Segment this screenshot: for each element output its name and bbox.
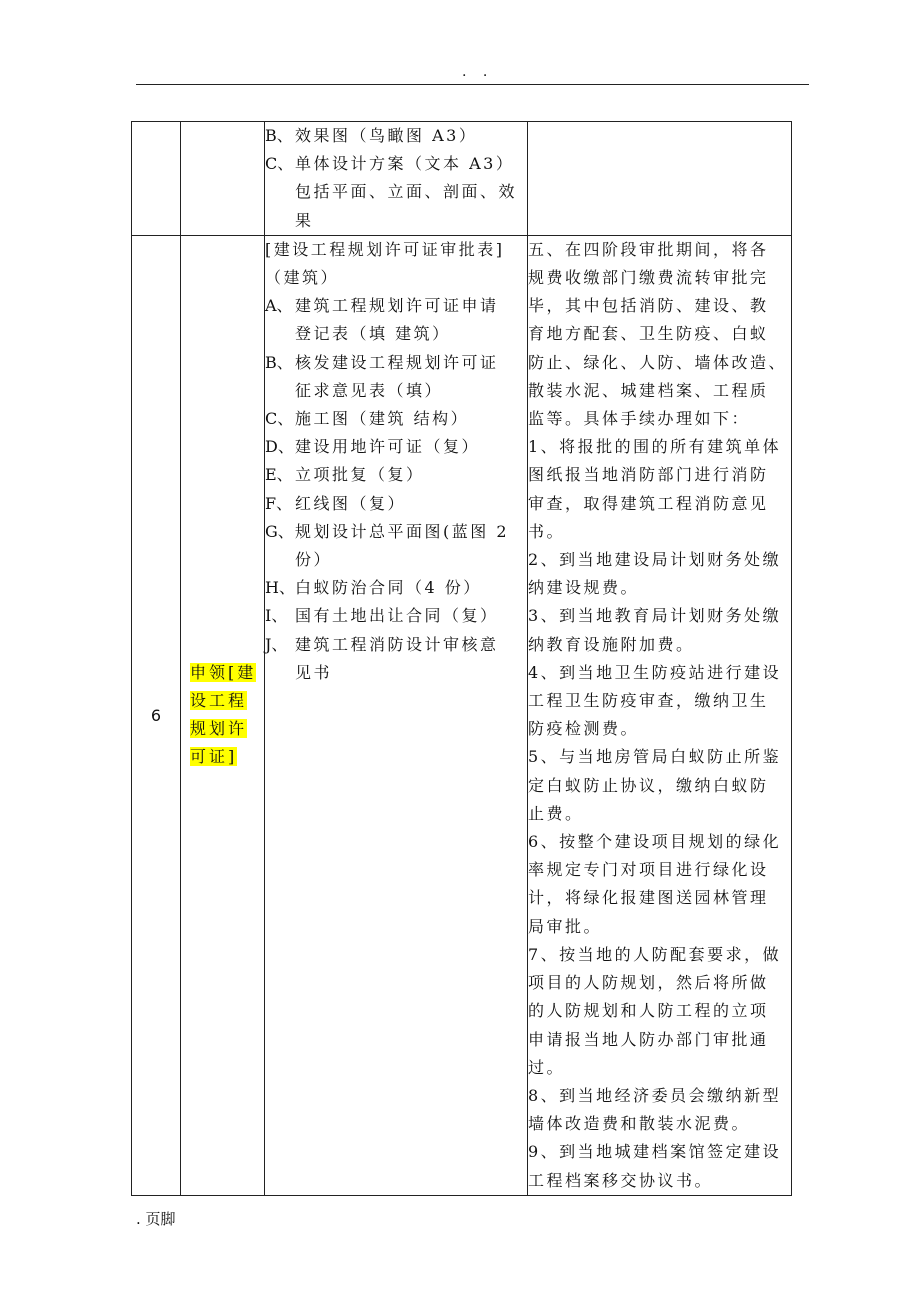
materials-list	[265, 292, 527, 687]
note-paragraph	[528, 236, 791, 433]
list-item	[265, 122, 527, 150]
row-number: 6	[132, 235, 181, 1195]
note-line: 1、将报批的围的所有建筑单体	[528, 437, 782, 457]
item-text: 见书	[295, 662, 333, 682]
item-label: B、	[265, 352, 293, 372]
materials-list	[265, 122, 527, 235]
item-line	[265, 122, 527, 150]
item-text: 立项批复（复）	[295, 465, 425, 485]
heading-line: [建设工程规划许可证审批表]	[265, 239, 505, 259]
note-line: 过。	[528, 1057, 566, 1077]
note-line: 定白蚁防止协议，缴纳白蚁防	[528, 775, 769, 795]
note-line: 书。	[528, 521, 566, 541]
note-line: 5、与当地房管局白蚁防止所鉴	[528, 747, 782, 767]
item-label: H、	[265, 578, 295, 598]
highlighted-text: 设工程	[190, 691, 248, 711]
note-line: 6、按整个建设项目规划的绿化	[528, 832, 782, 852]
item-text: 果	[295, 210, 314, 230]
note-line: 工程档案移交协议书。	[528, 1170, 714, 1190]
list-item	[265, 349, 527, 405]
list-item	[265, 631, 527, 687]
footer-text: . 页脚	[136, 1210, 176, 1228]
item-label: D、	[265, 437, 294, 457]
note-line: 图纸报当地消防部门进行消防	[528, 465, 769, 485]
note-line: 项目的人防规划，然后将所做	[528, 973, 769, 993]
list-item	[265, 574, 527, 602]
note-paragraph	[528, 828, 791, 941]
table-row	[132, 122, 792, 236]
title-cell	[181, 122, 265, 236]
item-text: 建筑工程规划许可证申请	[295, 296, 499, 316]
item-text: 登记表（填 建筑）	[295, 324, 451, 344]
item-label: J、	[265, 634, 288, 654]
note-paragraph	[528, 546, 791, 602]
item-label: G、	[265, 521, 294, 541]
item-label: I、	[265, 606, 288, 626]
procedure-notes	[528, 236, 791, 1195]
note-line: 8、到当地经济委员会缴纳新型	[528, 1085, 782, 1105]
note-paragraph	[528, 941, 791, 1082]
number-cell	[132, 122, 181, 236]
title-line	[190, 659, 258, 687]
note-paragraph	[528, 743, 791, 828]
table-row	[132, 235, 792, 1195]
note-line: 防疫检测费。	[528, 719, 640, 739]
highlighted-text: 规划许	[190, 719, 248, 739]
step-title	[190, 659, 258, 771]
item-text: 规划设计总平面图(蓝图 2	[295, 521, 510, 541]
note-line: 4、到当地卫生防疫站进行建设	[528, 662, 782, 682]
note-line: 2、到当地建设局计划财务处缴	[528, 550, 782, 570]
item-text: 白蚁防治合同（4 份）	[295, 578, 482, 598]
note-line: 五、在四阶段审批期间，将各	[528, 239, 769, 259]
item-line	[265, 631, 527, 659]
approval-table	[131, 121, 792, 1196]
note-line: 9、到当地城建档案馆签定建设	[528, 1142, 782, 1162]
heading-line: （建筑）	[265, 268, 340, 288]
list-item	[265, 292, 527, 348]
item-line	[265, 292, 527, 320]
note-line: 的人防规划和人防工程的立项	[528, 1001, 769, 1021]
note-line: 纳建设规费。	[528, 578, 640, 598]
notes-cell	[528, 235, 792, 1195]
note-line: 墙体改造费和散装水泥费。	[528, 1114, 751, 1134]
item-line	[265, 405, 527, 433]
list-item	[265, 490, 527, 518]
note-line: 申请报当地人防办部门审批通	[528, 1029, 769, 1049]
item-line	[265, 490, 527, 518]
title-line	[190, 743, 258, 771]
item-label: C、	[265, 154, 294, 174]
header-marks: . .	[462, 64, 494, 80]
note-paragraph	[528, 1082, 791, 1138]
item-label: A、	[265, 296, 293, 316]
item-text: 施工图（建筑 结构）	[295, 409, 470, 429]
notes-cell	[528, 122, 792, 236]
note-line: 纳教育设施附加费。	[528, 634, 695, 654]
note-paragraph	[528, 602, 791, 658]
item-text: 份）	[295, 550, 333, 570]
materials-heading	[265, 236, 527, 292]
note-line: 计，将绿化报建图送园林管理	[528, 888, 769, 908]
note-line: 育地方配套、卫生防疫、白蚁	[528, 324, 769, 344]
item-line	[265, 602, 527, 630]
note-line: 规费收缴部门缴费流转审批完	[528, 268, 769, 288]
note-line: 7、按当地的人防配套要求，做	[528, 944, 782, 964]
item-text: 建设用地许可证（复）	[295, 437, 481, 457]
note-paragraph	[528, 1138, 791, 1194]
item-line	[265, 461, 527, 489]
highlighted-text: 可证]	[190, 747, 238, 767]
item-line	[265, 518, 527, 546]
item-text: 包括平面、立面、剖面、效	[295, 182, 518, 202]
item-line	[265, 433, 527, 461]
item-label: B、	[265, 126, 293, 145]
materials-cell	[265, 122, 528, 236]
item-label: F、	[265, 493, 293, 513]
materials-cell	[265, 235, 528, 1195]
list-item	[265, 518, 527, 574]
note-line: 防止、绿化、人防、墙体改造、	[528, 352, 788, 372]
item-label: C、	[265, 409, 294, 429]
list-item	[265, 602, 527, 630]
item-text: 建筑工程消防设计审核意	[295, 634, 499, 654]
title-line	[190, 687, 258, 715]
item-label: E、	[265, 465, 293, 485]
list-item	[265, 150, 527, 235]
note-line: 局审批。	[528, 916, 603, 936]
list-item	[265, 433, 527, 461]
note-paragraph	[528, 433, 791, 546]
note-line: 审查，取得建筑工程消防意见	[528, 493, 769, 513]
item-text: 国有土地出让合同（复）	[295, 606, 499, 626]
highlighted-text: 申领[建	[190, 663, 257, 683]
note-line: 率规定专门对项目进行绿化设	[528, 860, 769, 880]
note-line: 监等。具体手续办理如下：	[528, 409, 751, 429]
item-text: 效果图（鸟瞰图 A3）	[295, 126, 478, 145]
title-line	[190, 715, 258, 743]
note-line: 工程卫生防疫审查，缴纳卫生	[528, 691, 769, 711]
note-line: 毕，其中包括消防、建设、教	[528, 296, 769, 316]
item-text: 核发建设工程规划许可证	[295, 352, 499, 372]
title-cell	[181, 235, 265, 1195]
note-line: 散装水泥、城建档案、工程质	[528, 380, 769, 400]
item-line	[265, 574, 527, 602]
item-line	[265, 150, 527, 178]
header-rule	[136, 84, 809, 85]
note-line: 止费。	[528, 803, 584, 823]
item-text: 征求意见表（填）	[295, 380, 444, 400]
item-line	[265, 349, 527, 377]
item-text: 红线图（复）	[295, 493, 407, 513]
note-paragraph	[528, 659, 791, 744]
note-line: 3、到当地教育局计划财务处缴	[528, 606, 782, 626]
list-item	[265, 405, 527, 433]
list-item	[265, 461, 527, 489]
item-text: 单体设计方案（文本 A3）	[295, 154, 515, 174]
